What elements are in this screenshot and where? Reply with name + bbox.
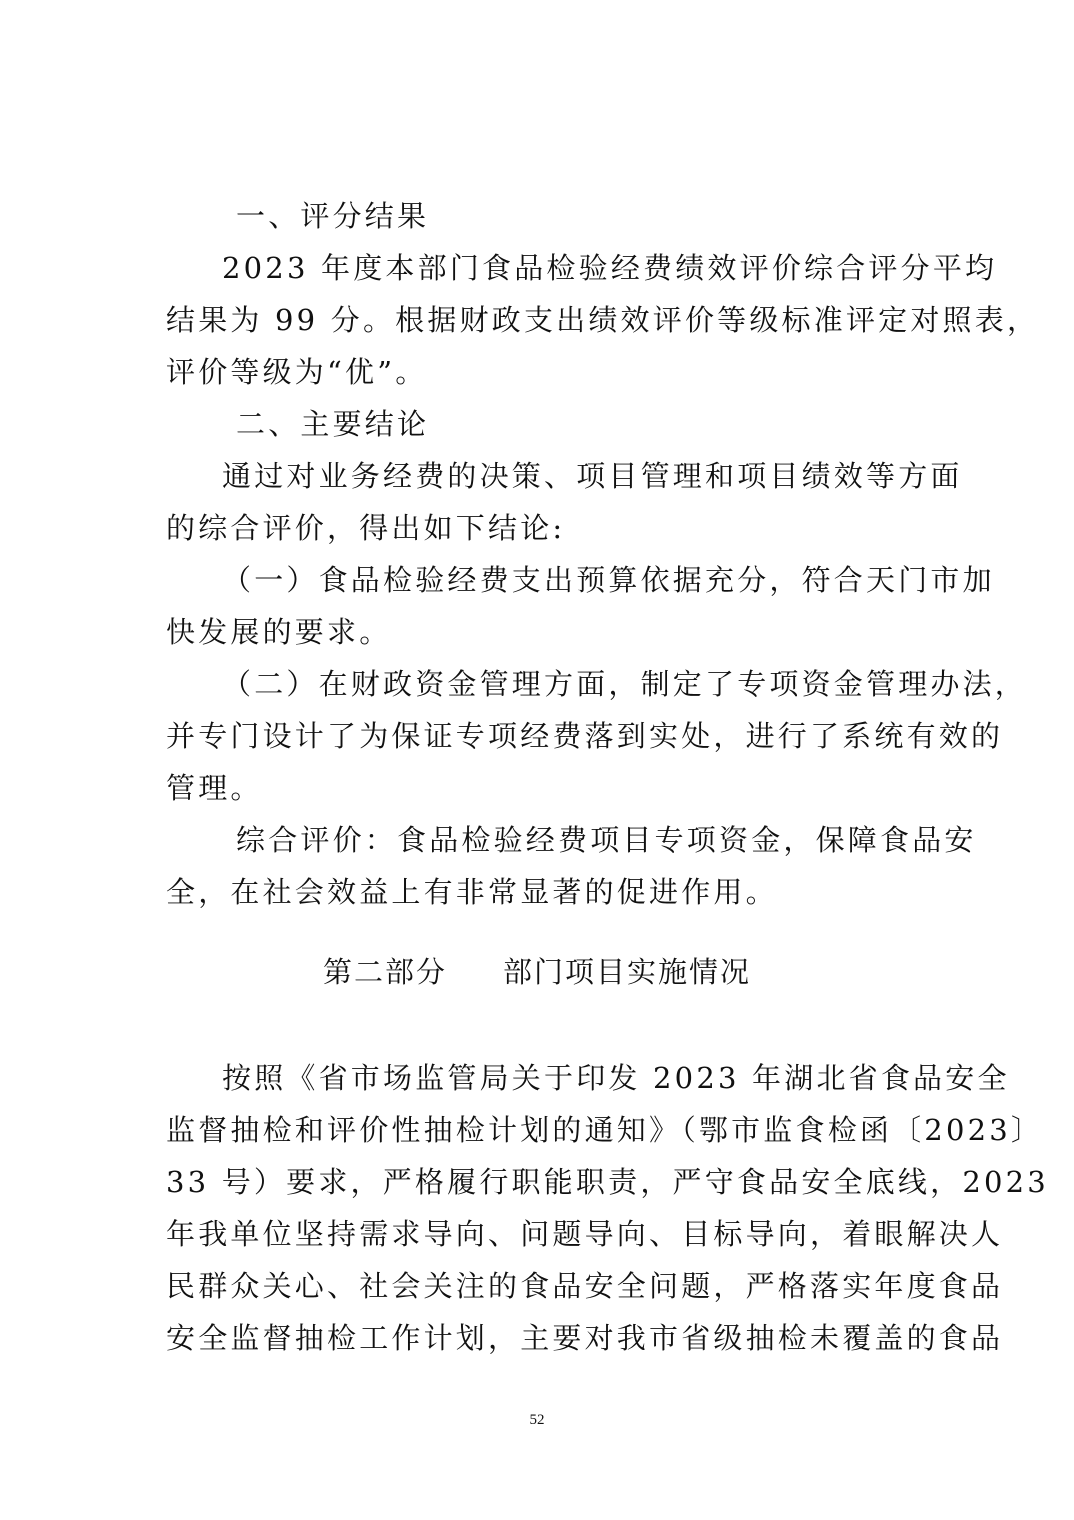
part-two-title: 第二部分 部门项目实施情况 bbox=[322, 955, 752, 989]
paragraph-line: 结果为 99 分。根据财政支出绩效评价等级标准评定对照表， bbox=[166, 303, 1040, 337]
paragraph-line: 33 号）要求，严格履行职能职责，严守食品安全底线，2023 bbox=[166, 1165, 1049, 1199]
conclusion-item-2: （二）在财政资金管理方面，制定了专项资金管理办法， bbox=[222, 667, 1028, 701]
paragraph-line: 民群众关心、社会关注的食品安全问题，严格落实年度食品 bbox=[166, 1269, 1004, 1303]
paragraph-line: 快发展的要求。 bbox=[166, 615, 392, 649]
paragraph-line: 管理。 bbox=[166, 771, 263, 805]
paragraph-line: 通过对业务经费的决策、项目管理和项目绩效等方面 bbox=[222, 459, 963, 493]
paragraph-line: 全，在社会效益上有非常显著的促进作用。 bbox=[166, 875, 778, 909]
paragraph-line: 的综合评价，得出如下结论: bbox=[166, 511, 566, 545]
paragraph-line: 安全监督抽检工作计划，主要对我市省级抽检未覆盖的食品 bbox=[166, 1321, 1004, 1355]
paragraph-line: 2023 年度本部门食品检验经费绩效评价综合评分平均 bbox=[222, 251, 998, 285]
paragraph-line: 年我单位坚持需求导向、问题导向、目标导向，着眼解决人 bbox=[166, 1217, 1004, 1251]
page-number: 52 bbox=[529, 1412, 545, 1428]
paragraph-line: 并专门设计了为保证专项经费落到实处，进行了系统有效的 bbox=[166, 719, 1004, 753]
paragraph-line: 评价等级为“优”。 bbox=[166, 355, 428, 389]
conclusion-item-1: （一）食品检验经费支出预算依据充分，符合天门市加 bbox=[222, 563, 995, 597]
paragraph-line: 监督抽检和评价性抽检计划的通知》（鄂市监食检函〔2023〕 bbox=[166, 1113, 1044, 1147]
section-heading-score: 一、评分结果 bbox=[236, 199, 430, 233]
paragraph-line: 按照《省市场监管局关于印发 2023 年湖北省食品安全 bbox=[222, 1061, 1010, 1095]
section-heading-conclusion: 二、主要结论 bbox=[236, 407, 430, 441]
summary-evaluation: 综合评价：食品检验经费项目专项资金，保障食品安 bbox=[236, 823, 977, 857]
